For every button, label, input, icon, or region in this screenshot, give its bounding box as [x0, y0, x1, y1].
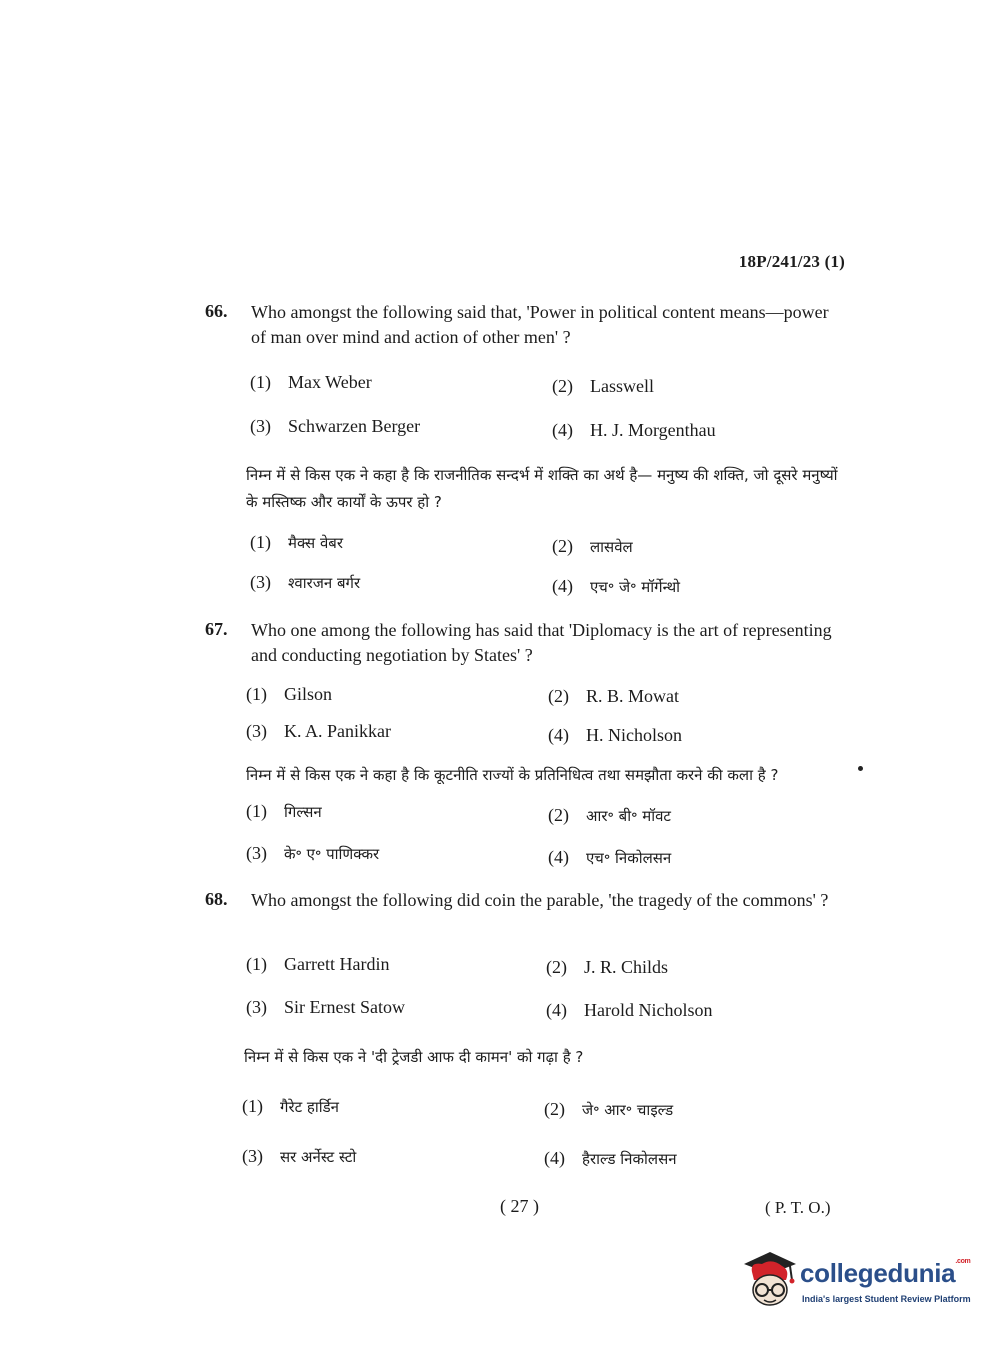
page-number: ( 27 ) [500, 1196, 539, 1216]
question-number: 66. [205, 301, 228, 321]
hindi-option-3: (3) के॰ ए॰ पाणिक्कर [246, 843, 380, 863]
question-66 [205, 300, 845, 350]
hindi-option-2: (2) लासवेल [552, 536, 633, 556]
option-1: (1) Max Weber [250, 372, 372, 392]
pto-label: ( P. T. O.) [765, 1198, 831, 1217]
hindi-option-3: (3) श्वारजन बर्गर [250, 572, 361, 592]
question-number: 68. [205, 889, 228, 909]
option-2: (2) J. R. Childs [546, 957, 669, 977]
question-number: 67. [205, 619, 228, 639]
collegedunia-logo [742, 1250, 971, 1312]
hindi-option-1: (1) गैरेट हार्डिन [242, 1096, 339, 1116]
hindi-option-1: (1) गिल्सन [246, 801, 322, 821]
option-3: (3) Schwarzen Berger [250, 416, 421, 436]
paper-code: 18P/241/23 (1) [738, 252, 845, 271]
hindi-option-2: (2) आर॰ बी॰ मॉवट [548, 805, 671, 825]
option-3: (3) Sir Ernest Satow [246, 997, 405, 1017]
hindi-option-2: (2) जे॰ आर॰ चाइल्ड [544, 1099, 674, 1119]
hindi-option-4: (4) एच॰ निकोलसन [548, 847, 672, 867]
option-1: (1) Garrett Hardin [246, 954, 390, 974]
option-1: (1) Gilson [246, 684, 333, 704]
question-text: Who one among the following has said that 'Diplomacy is the art of representing and conducting negotiation by States' ? [251, 620, 832, 665]
ink-dot [858, 766, 863, 771]
hindi-question-68: निम्न में से किस एक ने 'दी ट्रेजडी आफ दी कामन' को गढ़ा है ? [244, 1048, 584, 1066]
student-mascot-icon [742, 1250, 798, 1310]
hindi-option-3: (3) सर अर्नेस्ट स्टो [242, 1146, 357, 1166]
question-text: Who amongst the following said that, 'Power in political content means—power of man over mind and action of other men' ? [251, 302, 829, 347]
option-2: (2) R. B. Mowat [548, 686, 680, 706]
option-3: (3) K. A. Panikkar [246, 721, 391, 741]
logo-wordmark: collegedunia$^{.com}$ [800, 1258, 971, 1288]
option-4: (4) H. J. Morgenthau [552, 420, 716, 440]
question-67 [205, 618, 845, 668]
question-68 [205, 888, 845, 913]
option-2: (2) Lasswell [552, 376, 654, 396]
hindi-question-67: निम्न में से किस एक ने कहा है कि कूटनीति राज्यों के प्रतिनिधित्व तथा समझौता करने की कला है ? [246, 766, 779, 784]
hindi-option-1: (1) मैक्स वेबर [250, 532, 344, 552]
hindi-option-4: (4) एच॰ जे॰ मॉर्गेन्थो [552, 576, 681, 596]
logo-tagline: India's largest Student Review Platform [802, 1294, 971, 1304]
question-text: Who amongst the following did coin the parable, 'the tragedy of the commons' ? [251, 890, 829, 910]
option-4: (4) Harold Nicholson [546, 1000, 713, 1020]
option-4: (4) H. Nicholson [548, 725, 682, 745]
hindi-option-4: (4) हैराल्ड निकोलसन [544, 1148, 677, 1168]
hindi-question-66: निम्न में से किस एक ने कहा है कि राजनीतिक सन्दर्भ में शक्ति का अर्थ है— मनुष्य की शक्ति, जो दूसरे मनुष्यों के मस्तिष्क और कार्यों के ऊपर हो ? [246, 466, 838, 511]
